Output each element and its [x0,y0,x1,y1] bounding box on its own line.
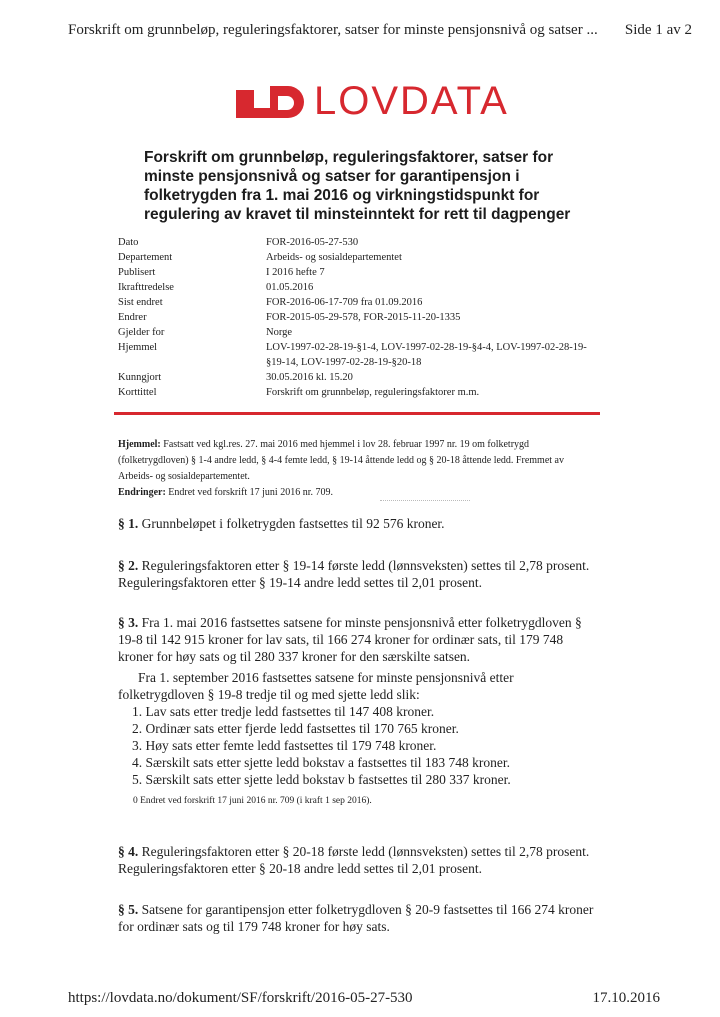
endringer-label: Endringer: [118,487,166,498]
meta-key: Sist endret [118,297,163,308]
meta-value: Norge [266,327,293,338]
meta-value: 30.05.2016 kl. 15.20 [266,372,353,383]
meta-value: FOR-2015-05-29-578, FOR-2015-11-20-1335 [266,312,461,323]
section-text: Grunnbeløpet i folketrygden fastsettes til 92 576 kroner. [141,516,445,531]
endringer-text: Endret ved forskrift 17 juni 2016 nr. 709. [168,487,333,498]
section-text: Reguleringsfaktoren etter § 20-18 første ledd (lønnsveksten) settes til 2,78 prosent. Reguleringsfaktoren etter § 20-18 andre ledd settes til 2,01 prosent. [118,844,590,876]
list-item: 3. Høy sats etter femte ledd fastsettes til 179 748 kroner. [132,738,437,753]
amendment-note: 0 Endret ved forskrift 17 juni 2016 nr. 709 (i kraft 1 sep 2016). [133,796,372,806]
hjemmel-text: Fastsatt ved kgl.res. 27. mai 2016 med hjemmel i lov 28. februar 1997 nr. 19 om folketrygd (folketrygdloven) § 1-4 andre ledd, § 4-4 femte ledd, § 19-14 åttende ledd og § 20-18 åttende ledd. Fremmet av Arbeids- og sosialdepartementet. [118,439,564,482]
document-url: https://lovdata.no/dokument/SF/forskrift/2016-05-27-530 [68,990,413,1006]
section-3-paragraph-2: Fra 1. september 2016 fastsettes satsene for minste pensjonsnivå etter folketrygdloven § 19-8 tredje til og med sjette ledd slik: [118,670,514,702]
list-item: 1. Lav sats etter tredje ledd fastsettes til 147 408 kroner. [132,704,435,719]
section-number: § 4. [118,844,139,859]
section-number: § 5. [118,902,139,917]
dotted-divider [380,500,470,501]
metadata-table [118,235,606,400]
lovdata-logo-icon [236,86,306,118]
section-3 [118,614,598,665]
lovdata-logo [236,79,509,123]
list-item: 4. Særskilt sats etter sjette ledd bokstav a fastsettes til 183 748 kroner. [132,755,510,770]
hjemmel-block [118,437,598,501]
logo-text: LOVDATA [314,79,509,123]
section-text: Satsene for garantipensjon etter folketrygdloven § 20-9 fastsettes til 166 274 kroner for ordinær sats og til 179 748 kroner for høy sats. [118,902,594,934]
section-text: Fra 1. mai 2016 fastsettes satsene for minste pensjonsnivå etter folketrygdloven § 19-8 til 142 915 kroner for lav sats, til 166 274 kroner for ordinær sats, til 179 748 kroner for høy sats og til 280 337 kroner for den særskilte satsen. [118,615,582,664]
meta-key: Korttittel [118,387,157,398]
print-header [68,22,692,39]
meta-value: 01.05.2016 [266,282,314,293]
meta-key: Endrer [118,312,147,323]
meta-key: Departement [118,252,173,263]
section-number: § 3. [118,615,139,630]
section-number: § 2. [118,558,139,573]
meta-row [118,325,606,340]
meta-value: Arbeids- og sosialdepartementet [266,252,402,263]
meta-value: FOR-2016-06-17-709 fra 01.09.2016 [266,297,423,308]
meta-row [118,385,606,400]
meta-row [118,250,606,265]
meta-row [118,340,606,370]
meta-value: FOR-2016-05-27-530 [266,237,359,248]
meta-key: Publisert [118,267,156,278]
page-number: Side 1 av 2 [624,22,692,38]
meta-row [118,370,606,385]
meta-value: LOV-1997-02-28-19-§1-4, LOV-1997-02-28-19-§4-4, LOV-1997-02-28-19-§19-14, LOV-1997-02-28-19-§20-18 [266,342,587,368]
section-1 [118,515,598,532]
meta-key: Gjelder for [118,327,165,338]
meta-key: Hjemmel [118,342,158,353]
divider-rule [114,412,600,415]
hjemmel-label: Hjemmel: [118,439,161,450]
meta-row [118,295,606,310]
header-title: Forskrift om grunnbeløp, reguleringsfaktorer, satser for minste pensjonsnivå og satser ... [68,22,598,38]
section-2 [118,557,598,591]
meta-key: Ikrafttredelse [118,282,174,293]
list-item: 5. Særskilt sats etter sjette ledd bokstav b fastsettes til 280 337 kroner. [132,772,511,787]
document-title: Forskrift om grunnbeløp, reguleringsfaktorer, satser for minste pensjonsnivå og satser for garantipensjon i folketrygden fra 1. mai 2016 og virkningstidspunkt for regulering av kravet til minsteinntekt for rett til dagpenger [144,149,571,223]
rate-list [132,703,511,788]
meta-row [118,310,606,325]
meta-key: Dato [118,237,139,248]
section-text: Reguleringsfaktoren etter § 19-14 første ledd (lønnsveksten) settes til 2,78 prosent. Reguleringsfaktoren etter § 19-14 andre ledd settes til 2,01 prosent. [118,558,590,590]
meta-value: Forskrift om grunnbeløp, reguleringsfaktorer m.m. [266,387,480,398]
section-number: § 1. [118,516,139,531]
list-item: 2. Ordinær sats etter fjerde ledd fastsettes til 170 765 kroner. [132,721,459,736]
section-5 [118,901,598,935]
meta-row [118,265,606,280]
meta-value: I 2016 hefte 7 [266,267,325,278]
section-4 [118,843,598,877]
meta-row [118,235,606,250]
print-date: 17.10.2016 [592,990,660,1006]
print-footer [68,990,660,1007]
meta-row [118,280,606,295]
meta-key: Kunngjort [118,372,162,383]
